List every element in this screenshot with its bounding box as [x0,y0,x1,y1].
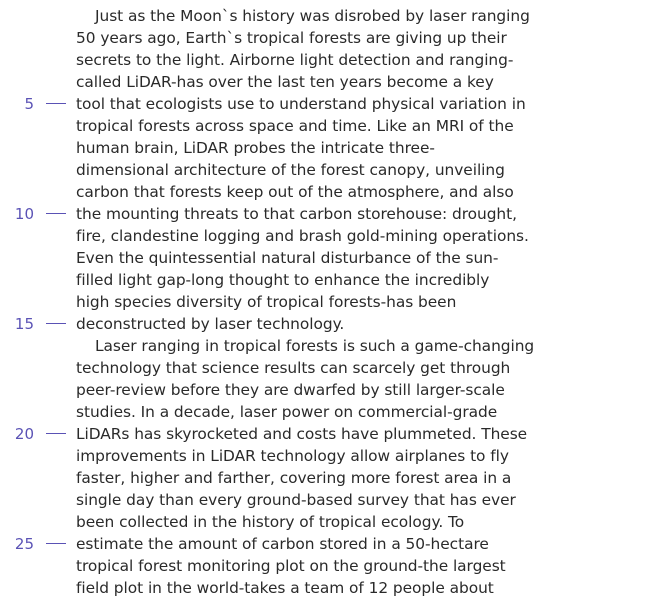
line-text: deconstructed by laser technology. [76,315,345,333]
line-number: 20 [14,425,34,443]
line-text: technology that science results can scarcely get through [76,359,511,377]
line-text: human brain, LiDAR probes the intricate three- [76,139,435,157]
line-number-tick [46,543,66,544]
passage-line [0,357,669,379]
line-number: 5 [24,95,34,113]
passage-line [0,93,669,115]
passage-line [0,533,669,555]
line-text: 50 years ago, Earth`s tropical forests are giving up their [76,29,507,47]
passage-line [0,467,669,489]
line-text: carbon that forests keep out of the atmosphere, and also [76,183,514,201]
line-text: high species diversity of tropical forests-has been [76,293,457,311]
passage-line [0,247,669,269]
passage-line [0,269,669,291]
line-text: been collected in the history of tropical ecology. To [76,513,465,531]
passage-line [0,401,669,423]
passage-line [0,379,669,401]
passage-line [0,71,669,93]
line-text: filled light gap-long thought to enhance the incredibly [76,271,490,289]
passage-line [0,423,669,445]
line-text: LiDARs has skyrocketed and costs have plummeted. These [76,425,528,443]
passage-line [0,159,669,181]
line-text: tropical forests across space and time. Like an MRI of the [76,117,514,135]
line-text: faster, higher and farther, covering more forest area in a [76,469,512,487]
line-text: estimate the amount of carbon stored in a 50-hectare [76,535,489,553]
passage-line [0,225,669,247]
line-text: Even the quintessential natural disturbance of the sun- [76,249,499,267]
passage-line [0,577,669,599]
passage-line [0,489,669,511]
passage-line [0,291,669,313]
line-number-tick [46,103,66,104]
line-number-tick [46,213,66,214]
passage-line [0,335,669,357]
passage-line [0,313,669,335]
line-text: secrets to the light. Airborne light detection and ranging- [76,51,514,69]
line-text: tropical forest monitoring plot on the ground-the largest [76,557,506,575]
line-number-tick [46,323,66,324]
line-text: Just as the Moon`s history was disrobed by laser ranging [95,7,530,25]
line-text: improvements in LiDAR technology allow airplanes to fly [76,447,509,465]
line-number: 10 [14,205,34,223]
line-number-tick [46,433,66,434]
passage-line [0,137,669,159]
line-text: single day than every ground-based survey that has ever [76,491,516,509]
line-text: Laser ranging in tropical forests is such a game-changing [95,337,535,355]
passage-line [0,445,669,467]
passage-line [0,555,669,577]
passage-line [0,511,669,533]
line-text: studies. In a decade, laser power on commercial-grade [76,403,498,421]
line-text: dimensional architecture of the forest canopy, unveiling [76,161,505,179]
line-number: 25 [14,535,34,553]
passage-line [0,49,669,71]
passage-line [0,27,669,49]
line-text: the mounting threats to that carbon storehouse: drought, [76,205,517,223]
line-text: fire, clandestine logging and brash gold-mining operations. [76,227,529,245]
line-number: 15 [14,315,34,333]
line-text: tool that ecologists use to understand physical variation in [76,95,526,113]
passage-line [0,181,669,203]
line-text: peer-review before they are dwarfed by still larger-scale [76,381,505,399]
passage-line [0,203,669,225]
passage-line [0,5,669,27]
line-text: called LiDAR-has over the last ten years become a key [76,73,494,91]
passage-line [0,115,669,137]
line-text: field plot in the world-takes a team of 12 people about [76,579,494,597]
